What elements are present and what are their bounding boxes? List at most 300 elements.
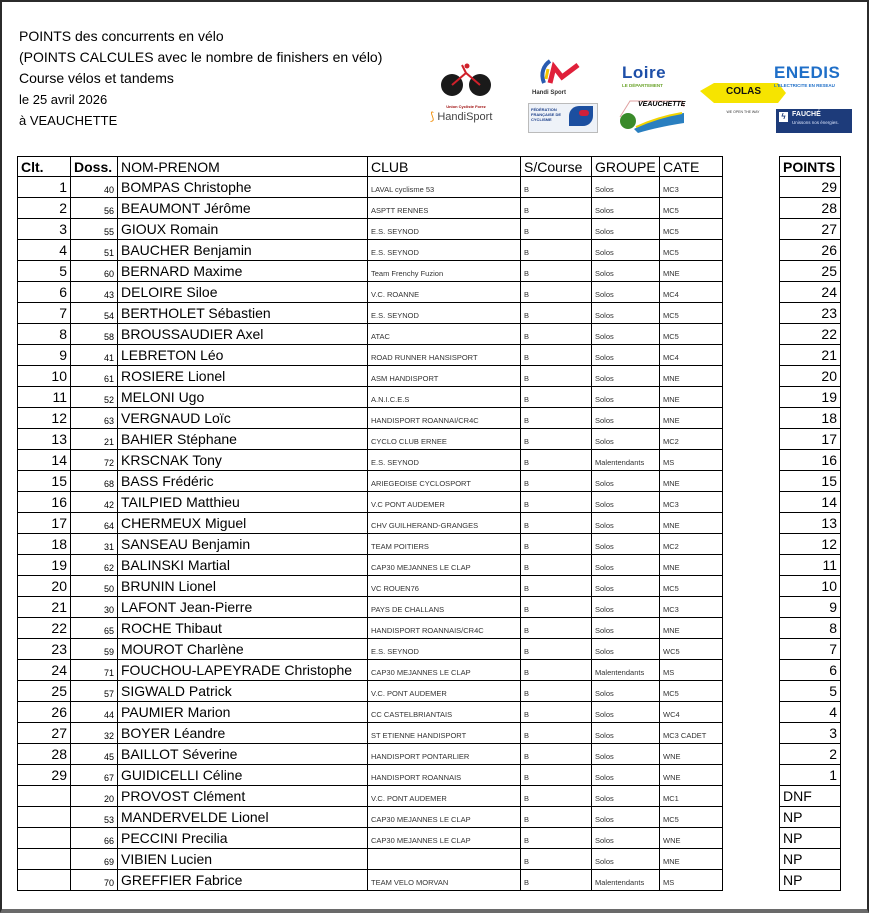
groupe-cell: Solos: [592, 261, 660, 282]
groupe-cell: Solos: [592, 366, 660, 387]
scourse-cell: B: [521, 639, 592, 660]
bib-cell: 20: [71, 786, 118, 807]
points-row: [780, 219, 841, 240]
scourse-cell: B: [521, 849, 592, 870]
rank-cell: 21: [18, 597, 71, 618]
points-body: [780, 177, 841, 891]
name-cell: BASS Frédéric: [118, 471, 368, 492]
club-cell: PAYS DE CHALLANS: [368, 597, 521, 618]
bib-cell: 70: [71, 870, 118, 891]
cate-cell: MC5: [660, 219, 723, 240]
cate-cell: MNE: [660, 618, 723, 639]
colas-logo: COLAS WE OPEN THE WAY: [700, 81, 786, 117]
points-row: [780, 240, 841, 261]
table-row: [18, 513, 723, 534]
rank-cell: 12: [18, 408, 71, 429]
scourse-cell: B: [521, 534, 592, 555]
scourse-cell: B: [521, 387, 592, 408]
points-table: [779, 156, 841, 891]
scourse-cell: B: [521, 345, 592, 366]
name-cell: ROSIERE Lionel: [118, 366, 368, 387]
club-cell: CAP30 MEJANNES LE CLAP: [368, 828, 521, 849]
rank-cell: [18, 849, 71, 870]
table-row: [18, 828, 723, 849]
groupe-cell: Solos: [592, 555, 660, 576]
points-row: [780, 618, 841, 639]
sponsor-logos: [422, 57, 862, 137]
club-cell: ST ETIENNE HANDISPORT: [368, 723, 521, 744]
scourse-cell: B: [521, 765, 592, 786]
bib-cell: 71: [71, 660, 118, 681]
name-cell: PAUMIER Marion: [118, 702, 368, 723]
rank-cell: 3: [18, 219, 71, 240]
scourse-cell: B: [521, 177, 592, 198]
cate-cell: WNE: [660, 744, 723, 765]
rank-cell: 13: [18, 429, 71, 450]
name-cell: BOYER Léandre: [118, 723, 368, 744]
points-cell: 8: [780, 618, 841, 639]
cate-cell: MNE: [660, 408, 723, 429]
groupe-cell: Solos: [592, 849, 660, 870]
scourse-cell: B: [521, 723, 592, 744]
club-cell: E.S. SEYNOD: [368, 450, 521, 471]
groupe-cell: Solos: [592, 429, 660, 450]
club-cell: E.S. SEYNOD: [368, 639, 521, 660]
club-cell: A.N.I.C.E.S: [368, 387, 521, 408]
points-cell: 7: [780, 639, 841, 660]
title-line-2: (POINTS CALCULES avec le nombre de finishers en vélo): [19, 49, 383, 65]
rank-cell: 5: [18, 261, 71, 282]
table-row: [18, 261, 723, 282]
table-row: [18, 639, 723, 660]
groupe-cell: Solos: [592, 828, 660, 849]
table-row: [18, 576, 723, 597]
points-row: [780, 639, 841, 660]
bib-cell: 45: [71, 744, 118, 765]
points-row: [780, 261, 841, 282]
name-cell: VERGNAUD Loïc: [118, 408, 368, 429]
scourse-cell: B: [521, 282, 592, 303]
bib-cell: 21: [71, 429, 118, 450]
scourse-cell: B: [521, 513, 592, 534]
points-row: [780, 534, 841, 555]
name-cell: MELONI Ugo: [118, 387, 368, 408]
bib-cell: 65: [71, 618, 118, 639]
name-cell: LEBRETON Léo: [118, 345, 368, 366]
cate-cell: MC5: [660, 576, 723, 597]
groupe-cell: Malentendants: [592, 450, 660, 471]
name-cell: SIGWALD Patrick: [118, 681, 368, 702]
scourse-cell: B: [521, 828, 592, 849]
table-row: [18, 618, 723, 639]
name-cell: GUIDICELLI Céline: [118, 765, 368, 786]
scourse-cell: B: [521, 261, 592, 282]
points-row: [780, 450, 841, 471]
table-row: [18, 303, 723, 324]
col-header-club: CLUB: [368, 157, 521, 177]
club-cell: CC CASTELBRIANTAIS: [368, 702, 521, 723]
rank-cell: 7: [18, 303, 71, 324]
rank-cell: 8: [18, 324, 71, 345]
cate-cell: MC5: [660, 198, 723, 219]
rank-cell: 2: [18, 198, 71, 219]
table-row: [18, 723, 723, 744]
groupe-cell: Solos: [592, 513, 660, 534]
points-row: [780, 303, 841, 324]
scourse-cell: B: [521, 303, 592, 324]
name-cell: FOUCHOU-LAPEYRADE Christophe: [118, 660, 368, 681]
bib-cell: 63: [71, 408, 118, 429]
cate-cell: MC4: [660, 282, 723, 303]
points-row: [780, 786, 841, 807]
table-row: [18, 177, 723, 198]
club-cell: LAVAL cyclisme 53: [368, 177, 521, 198]
club-cell: Team Frenchy Fuzion: [368, 261, 521, 282]
groupe-cell: Solos: [592, 534, 660, 555]
scourse-cell: B: [521, 555, 592, 576]
points-row: [780, 576, 841, 597]
groupe-cell: Solos: [592, 303, 660, 324]
scourse-cell: B: [521, 681, 592, 702]
name-cell: GIOUX Romain: [118, 219, 368, 240]
bib-cell: 32: [71, 723, 118, 744]
name-cell: PROVOST Clément: [118, 786, 368, 807]
points-cell: 13: [780, 513, 841, 534]
points-row: [780, 492, 841, 513]
rank-cell: 6: [18, 282, 71, 303]
table-row: [18, 660, 723, 681]
points-cell: 14: [780, 492, 841, 513]
scourse-cell: B: [521, 219, 592, 240]
rank-cell: [18, 870, 71, 891]
points-cell: 28: [780, 198, 841, 219]
cate-cell: MC1: [660, 786, 723, 807]
bib-cell: 50: [71, 576, 118, 597]
table-row: [18, 849, 723, 870]
name-cell: MOUROT Charlène: [118, 639, 368, 660]
rank-cell: 17: [18, 513, 71, 534]
cate-cell: MC2: [660, 534, 723, 555]
bib-cell: 30: [71, 597, 118, 618]
points-cell: 25: [780, 261, 841, 282]
cate-cell: WNE: [660, 765, 723, 786]
points-cell: 3: [780, 723, 841, 744]
cate-cell: WNE: [660, 828, 723, 849]
table-row: [18, 744, 723, 765]
points-cell: DNF: [780, 786, 841, 807]
rank-cell: 15: [18, 471, 71, 492]
scourse-cell: B: [521, 744, 592, 765]
cate-cell: WC5: [660, 639, 723, 660]
table-row: [18, 597, 723, 618]
club-cell: CHV GUILHERAND-GRANGES: [368, 513, 521, 534]
cate-cell: MC3: [660, 177, 723, 198]
scourse-cell: B: [521, 471, 592, 492]
groupe-cell: Solos: [592, 408, 660, 429]
points-cell: 26: [780, 240, 841, 261]
col-header-groupe: GROUPE: [592, 157, 660, 177]
points-row: [780, 744, 841, 765]
name-cell: VIBIEN Lucien: [118, 849, 368, 870]
name-cell: TAILPIED Matthieu: [118, 492, 368, 513]
points-row: [780, 723, 841, 744]
enedis-logo: ENEDIS L'ELECTRICITE EN RESEAU: [774, 63, 841, 88]
club-cell: E.S. SEYNOD: [368, 240, 521, 261]
bib-cell: 52: [71, 387, 118, 408]
groupe-cell: Solos: [592, 744, 660, 765]
bib-cell: 31: [71, 534, 118, 555]
table-row: [18, 786, 723, 807]
header-row: [18, 157, 723, 177]
table-row: [18, 366, 723, 387]
name-cell: MANDERVELDE Lionel: [118, 807, 368, 828]
points-row: [780, 429, 841, 450]
points-cell: NP: [780, 828, 841, 849]
rank-cell: 20: [18, 576, 71, 597]
points-cell: 12: [780, 534, 841, 555]
points-cell: 24: [780, 282, 841, 303]
points-cell: 15: [780, 471, 841, 492]
scourse-cell: B: [521, 198, 592, 219]
results-table: [17, 156, 723, 891]
bib-cell: 62: [71, 555, 118, 576]
points-row: [780, 345, 841, 366]
name-cell: PECCINI Precilia: [118, 828, 368, 849]
groupe-cell: Solos: [592, 240, 660, 261]
rank-cell: 24: [18, 660, 71, 681]
points-cell: 21: [780, 345, 841, 366]
groupe-cell: Solos: [592, 576, 660, 597]
rank-cell: [18, 786, 71, 807]
cate-cell: MC4: [660, 345, 723, 366]
club-cell: TEAM POITIERS: [368, 534, 521, 555]
club-cell: ROAD RUNNER HANSISPORT: [368, 345, 521, 366]
bib-cell: 53: [71, 807, 118, 828]
ucf-logo: Union Cycliste Forez: [436, 63, 496, 99]
club-cell: CAP30 MEJANNES LE CLAP: [368, 660, 521, 681]
points-cell: NP: [780, 870, 841, 891]
cate-cell: MNE: [660, 471, 723, 492]
club-cell: V.C PONT AUDEMER: [368, 492, 521, 513]
rank-cell: 14: [18, 450, 71, 471]
scourse-cell: B: [521, 240, 592, 261]
title-line-1: POINTS des concurrents en vélo: [19, 28, 224, 44]
points-row: [780, 849, 841, 870]
name-cell: KRSCNAK Tony: [118, 450, 368, 471]
bib-cell: 51: [71, 240, 118, 261]
rank-cell: 22: [18, 618, 71, 639]
cate-cell: MNE: [660, 849, 723, 870]
club-cell: HANDISPORT ROANNAIS: [368, 765, 521, 786]
bib-cell: 41: [71, 345, 118, 366]
name-cell: DELOIRE Siloe: [118, 282, 368, 303]
cate-cell: MS: [660, 660, 723, 681]
name-cell: GREFFIER Fabrice: [118, 870, 368, 891]
title-block: [19, 26, 382, 131]
points-row: [780, 807, 841, 828]
bib-cell: 61: [71, 366, 118, 387]
points-row: [780, 765, 841, 786]
rank-cell: 16: [18, 492, 71, 513]
cate-cell: MNE: [660, 261, 723, 282]
points-cell: 5: [780, 681, 841, 702]
cate-cell: WC4: [660, 702, 723, 723]
groupe-cell: Solos: [592, 198, 660, 219]
col-header-doss: Doss.: [71, 157, 118, 177]
cate-cell: MC5: [660, 681, 723, 702]
cate-cell: MS: [660, 870, 723, 891]
points-row: [780, 471, 841, 492]
groupe-cell: Solos: [592, 723, 660, 744]
points-row: [780, 702, 841, 723]
points-row: [780, 366, 841, 387]
rank-cell: 27: [18, 723, 71, 744]
cate-cell: MS: [660, 450, 723, 471]
col-header-points: POINTS: [780, 157, 841, 177]
points-header-row: [780, 157, 841, 177]
cate-cell: MNE: [660, 366, 723, 387]
cate-cell: MC3: [660, 597, 723, 618]
groupe-cell: Solos: [592, 597, 660, 618]
scourse-cell: B: [521, 807, 592, 828]
points-row: [780, 660, 841, 681]
points-row: [780, 408, 841, 429]
rank-cell: 26: [18, 702, 71, 723]
scourse-cell: B: [521, 450, 592, 471]
rank-cell: 18: [18, 534, 71, 555]
scourse-cell: B: [521, 618, 592, 639]
points-row: [780, 198, 841, 219]
points-row: [780, 513, 841, 534]
rank-cell: 10: [18, 366, 71, 387]
col-header-cate: CATE: [660, 157, 723, 177]
table-row: [18, 240, 723, 261]
cate-cell: MNE: [660, 513, 723, 534]
scourse-cell: B: [521, 576, 592, 597]
col-header-clt: Clt.: [18, 157, 71, 177]
scourse-cell: B: [521, 408, 592, 429]
groupe-cell: Solos: [592, 681, 660, 702]
groupe-cell: Solos: [592, 345, 660, 366]
points-cell: 10: [780, 576, 841, 597]
veauchette-logo: VEAUCHETTE: [618, 97, 688, 133]
points-row: [780, 828, 841, 849]
bib-cell: 56: [71, 198, 118, 219]
bib-cell: 72: [71, 450, 118, 471]
cate-cell: MC5: [660, 303, 723, 324]
points-cell: 11: [780, 555, 841, 576]
rank-cell: 28: [18, 744, 71, 765]
cate-cell: MC3 CADET: [660, 723, 723, 744]
club-cell: CAP30 MEJANNES LE CLAP: [368, 555, 521, 576]
points-cell: 9: [780, 597, 841, 618]
points-cell: NP: [780, 849, 841, 870]
table-row: [18, 492, 723, 513]
table-row: [18, 765, 723, 786]
club-cell: TEAM VELO MORVAN: [368, 870, 521, 891]
scourse-cell: B: [521, 870, 592, 891]
table-row: [18, 681, 723, 702]
rank-cell: 25: [18, 681, 71, 702]
points-row: [780, 387, 841, 408]
groupe-cell: Solos: [592, 387, 660, 408]
club-cell: [368, 849, 521, 870]
name-cell: BRUNIN Lionel: [118, 576, 368, 597]
cate-cell: MC5: [660, 324, 723, 345]
club-cell: ASM HANDISPORT: [368, 366, 521, 387]
club-cell: HANDISPORT ROANNAIS/CR4C: [368, 618, 521, 639]
bib-cell: 42: [71, 492, 118, 513]
groupe-cell: Solos: [592, 324, 660, 345]
groupe-cell: Malentendants: [592, 660, 660, 681]
points-cell: 23: [780, 303, 841, 324]
bib-cell: 57: [71, 681, 118, 702]
table-row: [18, 198, 723, 219]
rank-cell: 1: [18, 177, 71, 198]
points-cell: 6: [780, 660, 841, 681]
points-cell: 29: [780, 177, 841, 198]
name-cell: SANSEAU Benjamin: [118, 534, 368, 555]
cyclist-icon: [436, 63, 496, 99]
points-row: [780, 597, 841, 618]
bib-cell: 40: [71, 177, 118, 198]
bib-cell: 69: [71, 849, 118, 870]
lightning-icon: ϟ: [779, 112, 788, 122]
table-row: [18, 387, 723, 408]
table-row: [18, 555, 723, 576]
club-cell: E.S. SEYNOD: [368, 219, 521, 240]
event-date: le 25 avril 2026: [19, 92, 108, 107]
points-cell: 18: [780, 408, 841, 429]
groupe-cell: Solos: [592, 471, 660, 492]
points-row: [780, 555, 841, 576]
bib-cell: 58: [71, 324, 118, 345]
table-row: [18, 870, 723, 891]
rank-cell: [18, 828, 71, 849]
name-cell: BERTHOLET Sébastien: [118, 303, 368, 324]
table-row: [18, 471, 723, 492]
handisport-emblem-icon: [532, 59, 592, 85]
col-header-name: NOM-PRENOM: [118, 157, 368, 177]
bib-cell: 44: [71, 702, 118, 723]
name-cell: BERNARD Maxime: [118, 261, 368, 282]
cate-cell: MC5: [660, 240, 723, 261]
bib-cell: 68: [71, 471, 118, 492]
points-cell: 20: [780, 366, 841, 387]
name-cell: BAILLOT Séverine: [118, 744, 368, 765]
cate-cell: MC3: [660, 492, 723, 513]
name-cell: BROUSSAUDIER Axel: [118, 324, 368, 345]
groupe-cell: Solos: [592, 807, 660, 828]
title-line-3: Course vélos et tandems: [19, 70, 174, 86]
name-cell: BEAUMONT Jérôme: [118, 198, 368, 219]
club-cell: ATAC: [368, 324, 521, 345]
results-body: [18, 177, 723, 891]
table-row: [18, 429, 723, 450]
cate-cell: MC2: [660, 429, 723, 450]
club-cell: CYCLO CLUB ERNEE: [368, 429, 521, 450]
points-cell: 2: [780, 744, 841, 765]
groupe-cell: Solos: [592, 618, 660, 639]
name-cell: BAHIER Stéphane: [118, 429, 368, 450]
scourse-cell: B: [521, 366, 592, 387]
groupe-cell: Solos: [592, 177, 660, 198]
groupe-cell: Solos: [592, 786, 660, 807]
club-cell: HANDISPORT PONTARLIER: [368, 744, 521, 765]
bib-cell: 55: [71, 219, 118, 240]
groupe-cell: Malentendants: [592, 870, 660, 891]
scourse-cell: B: [521, 702, 592, 723]
